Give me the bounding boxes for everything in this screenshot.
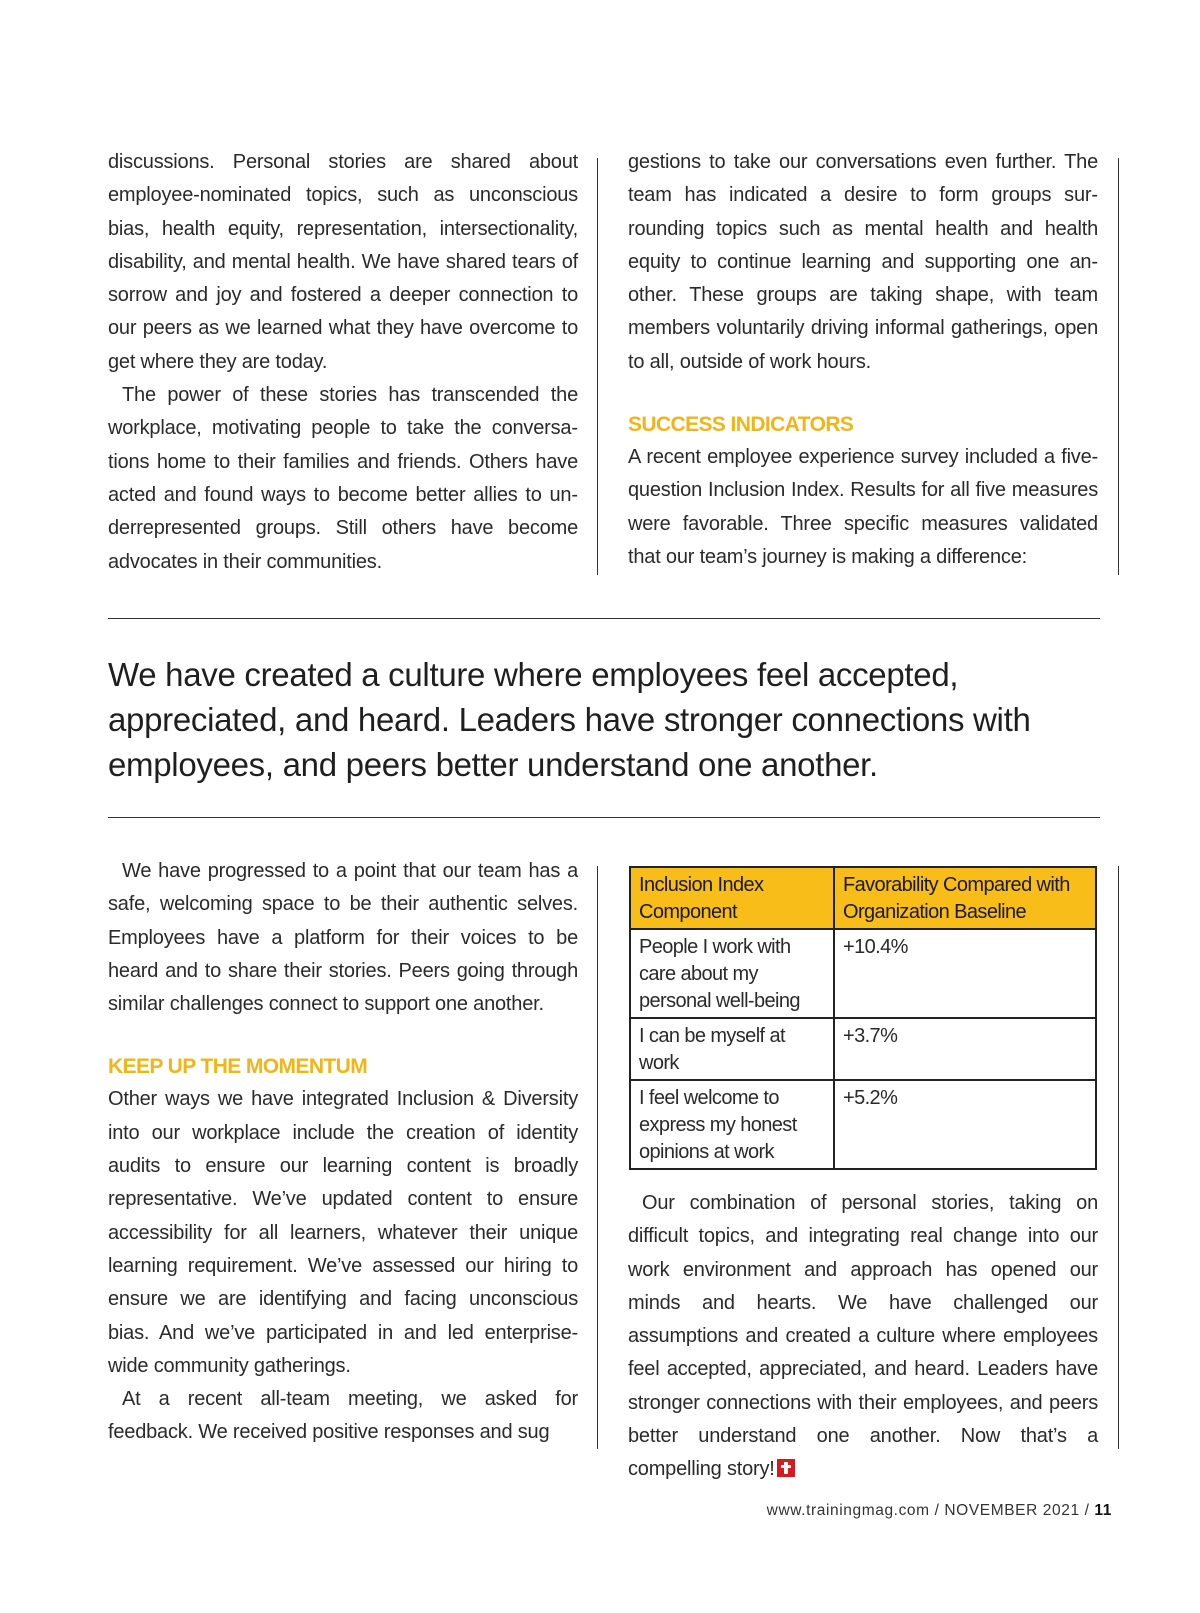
footer-site-date: www.trainingmag.com / NOVEMBER 2021 / — [766, 1502, 1095, 1519]
pullquote-top-rule — [108, 618, 1100, 619]
table-cell-value: +10.4% — [834, 929, 1096, 1018]
table-cell-component: I feel welcome to express my honest opinions at work — [630, 1080, 834, 1169]
pullquote-bottom-rule — [108, 817, 1100, 818]
training-logo-icon — [777, 1459, 795, 1477]
column-2-bottom — [628, 1187, 1098, 1487]
table-header-row — [630, 867, 1096, 929]
section-heading: KEEP UP THE MOMENTUM — [108, 1055, 368, 1079]
table-row — [630, 1080, 1096, 1169]
table-header-cell: Inclusion Index Component — [630, 867, 834, 929]
closing-paragraph-text: Our combination of personal stories, taking on difficult topics, and integrating real change into our work environment and approach has opened our minds and hearts. We have challenged our assumptions and created a culture where employees feel accepted, appreciated, and heard. Leaders have stronger connections with their employees, and peers better understand one another. Now that’s a compelling story! — [628, 1192, 1098, 1481]
right-edge-rule — [1118, 866, 1119, 1449]
column-divider — [597, 158, 598, 575]
table-row — [630, 929, 1096, 1018]
body-paragraph: At a recent all-team meeting, we asked for feedback. We received positive responses and sug — [108, 1388, 578, 1444]
table-cell-value: +5.2% — [834, 1080, 1096, 1169]
right-edge-rule — [1118, 158, 1119, 575]
inclusion-index-table — [629, 866, 1097, 1170]
table-cell-component: People I work with care about my personal well-being — [630, 929, 834, 1018]
body-paragraph: discussions. Personal stories are shared about employee-nominated topics, such as unconscious bias, health equity, representation, intersectionality, disability, and mental health. We have shared tears of sorrow and joy and fostered a deeper connection to our peers as we learned what they have overcome to get where they are today. — [108, 151, 578, 373]
column-divider — [597, 866, 598, 1449]
body-paragraph — [628, 1187, 1098, 1487]
body-paragraph: The power of these stories has transcended the workplace, motivating people to take the conversations home to their families and friends. Others have acted and found ways to become better allies to underrepresented groups. Still others have become advocates in their communities. — [108, 384, 578, 573]
page-footer — [767, 1502, 1112, 1520]
column-1-top — [108, 146, 578, 579]
pull-quote: We have created a culture where employees feel accepted, appreciated, and heard. Leaders have stronger connections with employees, and peers better understand one another. — [108, 656, 1031, 783]
page-number: 11 — [1094, 1502, 1112, 1519]
body-paragraph: We have progressed to a point that our team has a safe, welcoming space to be their authentic selves. Employees have a platform for their voices to be heard and to share their stories. Peers going through similar challenges connect to support one another. — [108, 860, 578, 1016]
column-2-top — [628, 146, 1098, 574]
body-paragraph: Other ways we have integrated Inclusion & Diversity into our workplace include the creation of identity audits to ensure our learning content is broadly representative. We’ve updated content to ensure accessibility for all learners, whatever their unique learning requirement. We’ve assessed our hiring to ensure we are identifying and facing unconscious bias. And we’ve participated in and led enterprise-wide community gatherings. — [108, 1088, 578, 1377]
body-paragraph: gestions to take our conversations even further. The team has indicated a desire to form groups surrounding topics such as mental health and health equity to continue learning and supporting one another. These groups are taking shape, with team members voluntarily driving informal gatherings, open to all, outside of work hours. — [628, 151, 1098, 373]
table-cell-value: +3.7% — [834, 1018, 1096, 1080]
section-heading: SUCCESS INDICATORS — [628, 413, 854, 437]
body-paragraph: A recent employee experience survey included a five-question Inclusion Index. Results for all five measures were favorable. Three specific measures validated that our team’s journey is making a difference: — [628, 446, 1098, 568]
table-cell-component: I can be myself at work — [630, 1018, 834, 1080]
table-row — [630, 1018, 1096, 1080]
table-header-cell: Favorability Compared with Organization Baseline — [834, 867, 1096, 929]
column-1-bottom — [108, 855, 578, 1450]
